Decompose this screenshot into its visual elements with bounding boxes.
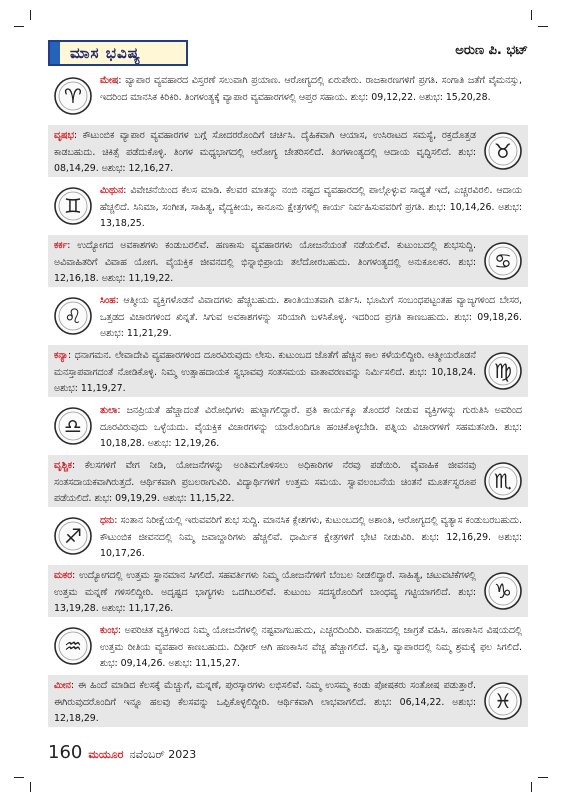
page-number: 160 xyxy=(48,742,83,763)
horoscope-entry xyxy=(48,620,528,672)
sign-separator: : xyxy=(73,130,83,141)
horoscope-entry xyxy=(48,235,528,287)
section-title-box xyxy=(48,40,188,66)
horoscope-text xyxy=(54,678,476,728)
sign-separator: : xyxy=(72,570,80,581)
horoscope-text xyxy=(54,128,476,178)
horoscope-text xyxy=(100,73,522,106)
crop-mark xyxy=(14,777,24,778)
svg-text:♍: ♍ xyxy=(494,359,512,383)
sign-separator: : xyxy=(118,75,126,86)
horoscope-text xyxy=(54,568,476,618)
page-footer xyxy=(48,742,196,763)
sign-separator: : xyxy=(114,515,121,526)
sign-prediction: ವ್ಯಾಪಾರ ವ್ಯವಹಾರದ ವಿಸ್ತರಣೆ ಸಲುವಾಗಿ ಪ್ರಯಾಣ. ಆರೋಗ್ಯದಲ್ಲಿ ಏರುಪೇರು. ರಾಜಕಾರಣಗಳಿಗೆ ಪ್ರಗತಿ. ಸಂಗಾತಿ ಜತೆಗೆ ವೈಮನಸ್ಸು, ಇದರಿಂದ ಮಾನಸಿಕ ಕಿರಿಕಿರಿ. ತಿಂಗಳಂತ್ಯಕ್ಕೆ ವ್ಯಾಪಾರ ವ್ಯವಹಾರಗಳಲ್ಲಿ ಆಪ್ತರ ಸಹಾಯ. ಶುಭ: 09,12,22. ಅಶುಭ: 15,20,28. xyxy=(100,75,523,103)
horoscope-entry xyxy=(48,400,528,452)
sign-prediction: ಧನಾಗಮನ. ಲೇವಾದೇವಿ ವ್ಯವಹಾರಗಳಿಂದ ದೂರವಿರುವುದು ಲೇಸು. ಕುಟುಂಬದ ಜೊತೆಗೆ ಹೆಚ್ಚಿನ ಕಾಲ ಕಳೆಯಲಿದ್ದೀರಿ. ಆತ್ಮೀಯರೊಡನೆ ಮನಸ್ತಾಪವಾಗದಂತೆ ನೋಡಿಕೊಳ್ಳಿ. ನಿಮ್ಮ ಉತ್ಸಾಹದಾಯಕ ಸ್ವಭಾವವು ಸಂತಸಮಯ ವಾತಾವರಣವನ್ನು ನಿರ್ಮಿಸಲಿದೆ. ಶುಭ: 10,18,24. ಅಶುಭ: 11,19,27. xyxy=(54,350,476,394)
horoscope-entry xyxy=(48,290,528,342)
horoscope-text xyxy=(100,403,522,453)
bull-icon xyxy=(482,130,524,172)
sign-name: ಕನ್ಯಾ xyxy=(54,350,69,361)
svg-text:♈: ♈ xyxy=(64,84,82,108)
svg-text:♐: ♐ xyxy=(64,524,82,548)
sign-name: ವೃಷಭ xyxy=(54,130,74,141)
sign-prediction: ವಿವೇಚನೆಯಿಂದ ಕೆಲಸ ಮಾಡಿ. ಕೆಲವರ ಮಾತನ್ನು ನಂಬಿ ನಷ್ಟದ ವ್ಯವಹಾರದಲ್ಲಿ ಪಾಲ್ಗೊಳ್ಳುವ ಸಾಧ್ಯತೆ ಇದೆ, ಎಚ್ಚರವಿರಲಿ. ಆದಾಯ ಹೆಚ್ಚಲಿದೆ. ಸಿನಿಮಾ, ಸಂಗೀತ, ಸಾಹಿತ್ಯ, ವೈದ್ಯಕೀಯ, ಕಾನೂನು ಕ್ಷೇತ್ರಗಳಲ್ಲಿ ಕಾರ್ಯ ನಿರ್ವಹಿಸುವವರಿಗೆ ಪ್ರಗತಿ. ಶುಭ: 10,14,26. ಅಶುಭ: 13,18,25. xyxy=(100,185,523,229)
sign-name: ಕುಂಭ xyxy=(100,625,118,636)
horoscope-entry xyxy=(48,345,528,397)
svg-text:♑: ♑ xyxy=(494,579,512,603)
sign-prediction: ಸಂತಾನ ನಿರೀಕ್ಷೆಯಲ್ಲಿ ಇರುವವರಿಗೆ ಶುಭ ಸುದ್ದಿ. ಮಾನಸಿಕ ಕ್ಲೇಶಗಳು, ಕುಟುಂಬದಲ್ಲಿ ಅಶಾಂತಿ, ಆರೋಗ್ಯದಲ್ಲಿ ವ್ಯತ್ಯಾಸ ಕಂಡುಬರಬಹುದು. ಕೌಟುಂಬಿಕ ಜೀವನದಲ್ಲಿ ನಿಮ್ಮ ಜವಾಬ್ದಾರಿಗಳು ಹೆಚ್ಚಲಿವೆ. ಧಾರ್ಮಿಕ ಕ್ಷೇತ್ರಗಳಿಗೆ ಭೇಟಿ ನೀಡುವಿರಿ. ಶುಭ: 12,16,29. ಅಶುಭ: 10,17,26. xyxy=(100,515,523,559)
sign-separator: : xyxy=(117,625,125,636)
sign-name: ಕರ್ಕ xyxy=(54,240,68,251)
svg-text:♉: ♉ xyxy=(494,139,512,163)
svg-text:♏: ♏ xyxy=(494,469,512,493)
svg-text:♊: ♊ xyxy=(64,194,82,218)
sign-separator: : xyxy=(123,185,131,196)
twins-icon xyxy=(52,185,94,227)
horoscope-entry xyxy=(48,180,528,232)
water-pot-icon xyxy=(52,625,94,667)
sign-prediction: ಆತ್ಮೀಯ ವ್ಯಕ್ತಿಗಳೊಡನೆ ವಿವಾದಗಳು ಹೆಚ್ಚಬಹುದು. ಶಾಂತಿಯುತವಾಗಿ ವರ್ತಿಸಿ. ಭೂಮಿಗೆ ಸಂಬಂಧಪಟ್ಟಂತಹ ವ್ಯಾಜ್ಯಗಳಿಂದ ಬೇಸರ, ಒತ್ತಡದ ವಿಚಾರಗಳಿಂದ ಖಿನ್ನತೆ. ಸಿಗುವ ಅವಕಾಶಗಳನ್ನು ಸರಿಯಾಗಿ ಬಳಸಿಕೊಳ್ಳಿ. ಇದರಿಂದ ಪ್ರಗತಿ ಕಾಣಬಹುದು. ಶುಭ: 09,18,26. ಅಶುಭ: 11,21,29. xyxy=(100,295,522,339)
svg-text:♌: ♌ xyxy=(64,304,82,328)
crop-mark xyxy=(14,26,24,27)
horoscope-text xyxy=(54,238,476,288)
crop-mark xyxy=(538,777,548,778)
sign-separator: : xyxy=(117,405,127,416)
sign-prediction: ಕೆಲಸಗಳಿಗೆ ವೇಗ ನೀಡಿ, ಯೋಜನೆಗಳನ್ನು ಅಂತಿಮಗೊಳಿಸಲು ಅಧಿಕಾರಿಗಳ ನೆರವು ಪಡೆಯಿರಿ. ವೈವಾಹಿಕ ಜೀವನವು ಸಂತಸದಾಯಕವಾಗಿರುತ್ತದೆ. ಆರ್ಥಿಕವಾಗಿ ಪ್ರಬಲರಾಗುವಿರಿ. ವಿದ್ಯಾರ್ಥಿಗಳಿಗೆ ಉತ್ತಮ ಸಮಯ. ಸ್ವಾವಲಂಬನೆಯ ಚಿಂತನೆ ಮೂರ್ತಸ್ವರೂಪ ಪಡೆಯಲಿದೆ. ಶುಭ: 09,19,29. ಅಶುಭ: 11,15,22. xyxy=(54,460,477,504)
scales-icon xyxy=(52,405,94,447)
archer-icon xyxy=(52,515,94,557)
horoscope-entry xyxy=(48,565,528,617)
sign-name: ವೃಶ್ಚಿಕ xyxy=(54,460,73,471)
issue-month: ನವೆಂಬರ್ 2023 xyxy=(129,748,197,761)
crocodile-icon xyxy=(482,570,524,612)
horoscope-text xyxy=(100,293,522,343)
sign-prediction: ಈ ಹಿಂದೆ ಮಾಡಿದ ಕೆಲಸಕ್ಕೆ ಮೆಚ್ಚುಗೆ, ಮನ್ನಣೆ, ಪುರಸ್ಕಾರಗಳು ಲಭಿಸಲಿವೆ. ನಿಮ್ಮ ಉಸಮ್ಮ ಕಂಡು ಪೋಷಕರು ಸಂತೋಷ ಪಡುತ್ತಾರೆ. ಈಗಿರುವುದರೊಂದಿಗೆ ಇನ್ನೂ ಹಲವು ಕೆಲಸವನ್ನು ಒಪ್ಪಿಕೊಳ್ಳಲಿದ್ದೀರಿ. ಆರ್ಥಿಕವಾಗಿ ಲಾಭವಾಗಲಿದೆ. ಶುಭ: 06,14,22. ಅಶುಭ: 12,18,29. xyxy=(54,680,476,724)
scorpion-icon xyxy=(482,460,524,502)
horoscope-text xyxy=(54,458,476,508)
crab-icon xyxy=(482,240,524,282)
sign-name: ಸಿಂಹ xyxy=(100,295,116,306)
sign-separator: : xyxy=(115,295,124,306)
horoscope-text xyxy=(100,513,522,563)
horoscope-text xyxy=(100,623,522,673)
fish-icon xyxy=(482,680,524,722)
sign-name: ಮೀನ xyxy=(54,680,71,691)
maiden-icon xyxy=(482,350,524,392)
sign-prediction: ಉದ್ಯೋಗದಲ್ಲಿ ಉತ್ತಮ ಸ್ಥಾನಮಾನ ಸಿಗಲಿದೆ. ಸಹವರ್ತಿಗಳು ನಿಮ್ಮ ಯೋಜನೆಗಳಿಗೆ ಬೆಂಬಲ ನೀಡಲಿದ್ದಾರೆ. ಸಾಹಿತ್ಯ, ಚಟುವಟಿಕೆಗಳಲ್ಲಿ ಉತ್ತಮ ಮನ್ನಣೆ ಗಳಿಸಲಿದ್ದೀರಿ. ಅದೃಷ್ಟದ ಭಾಗ್ಯಗಳು ಒದಗಿಬರಲಿವೆ. ಕುಟುಂಬ ಸದಸ್ಯರೊಂದಿಗೆ ಬಾಂಧವ್ಯ ಗಟ್ಟಿಯಾಗಲಿದೆ. ಶುಭ: 13,19,28. ಅಶುಭ: 11,17,26. xyxy=(54,570,476,614)
horoscope-entry xyxy=(48,675,528,727)
crop-mark xyxy=(531,782,532,792)
sign-prediction: ಕೌಟುಂಬಿಕ ವ್ಯಾಪಾರ ವ್ಯವಹಾರಗಳ ಬಗ್ಗೆ ಸೋದರರೊಂದಿಗೆ ಚರ್ಚಿಸಿ. ದೈಹಿಕವಾಗಿ ಆಯಾಸ, ಉಸಿರಾಟದ ಸಮಸ್ಯೆ, ರಕ್ತದೊತ್ತಡ ಕಾಡಬಹುದು. ಚಿಕಿತ್ಸೆ ಪಡೆದುಕೊಳ್ಳಿ. ತಿಂಗಳ ಮಧ್ಯಭಾಗದಲ್ಲಿ ಆರೋಗ್ಯ ಚೇತರಿಸಲಿದೆ. ತಿಂಗಳಾಂತ್ಯದಲ್ಲಿ ಆದಾಯ ವೃದ್ಧಿಸಲಿದೆ. ಶುಭ: 08,14,29. ಅಶುಭ: 12,16,27. xyxy=(54,130,477,174)
sign-name: ಧನು xyxy=(100,515,115,526)
horoscope-entry xyxy=(48,455,528,507)
sign-separator: : xyxy=(72,460,85,471)
svg-text:♋: ♋ xyxy=(494,249,512,273)
horoscope-text xyxy=(54,348,476,398)
horoscope-entry xyxy=(48,70,528,122)
crop-mark xyxy=(30,10,31,20)
sign-name: ತುಲಾ xyxy=(100,405,118,416)
sign-prediction: ಜನಪ್ರಿಯತೆ ಹೆಚ್ಚಾದಂತೆ ವಿರೋಧಿಗಳು ಹುಟ್ಟಾಗಲಿದ್ದಾರೆ. ಪ್ರತಿ ಕಾರ್ಯಕ್ಕೂ ತೊಂದರೆ ನೀಡುವ ವ್ಯಕ್ತಿಗಳನ್ನು ಗುರುತಿಸಿ ಅವರಿಂದ ದೂರವಿರುವುದು ಒಳ್ಳೆಯದು. ವೈಯಕ್ತಿಕ ವಿಚಾರಗಳನ್ನು ಯಾರೊಂದಿಗೂ ಹಂಚಿಕೊಳ್ಳಬೇಡಿ. ಪತ್ನಿಯ ವಿಚಾರಗಳಿಗೆ ಸಹಮತನೀಡಿ. ಶುಭ: 10,18,28. ಅಶುಭ: 12,19,26. xyxy=(100,405,522,449)
crop-mark xyxy=(538,26,548,27)
svg-text:♒: ♒ xyxy=(64,634,82,658)
lion-icon xyxy=(52,295,94,337)
author-name: ಅರುಣ ಪಿ. ಭಟ್ xyxy=(455,43,528,58)
sign-prediction: ಅಪರಿಚಿತ ವ್ಯಕ್ತಿಗಳಿಂದ ನಿಮ್ಮ ಯೋಜನೆಗಳಲ್ಲಿ ನಷ್ಟವಾಗಬಹುದು, ಎಚ್ಚರದಿಂದಿರಿ. ವಾಹನದಲ್ಲಿ ಜಾಗ್ರತೆ ವಹಿಸಿ. ಹಣಕಾಸಿನ ವಿಷಯದಲ್ಲಿ ಉತ್ತಮ ರೀತಿಯ ವ್ಯವಹಾರ ಕಾಣಬಹುದು. ದಿಢೀರ್ ಆಗಿ ಹಣಕಾಸಿನ ವೆಚ್ಚ ಹೆಚ್ಚಾಗಲಿದೆ. ವೃತ್ತಿ, ವ್ಯಾಪಾರದಲ್ಲಿ ನಿಮ್ಮ ಶ್ರಮಕ್ಕೆ ಫಲ ಸಿಗಲಿದೆ. ಶುಭ: 09,14,26. ಅಶುಭ: 11,15,27. xyxy=(100,625,522,669)
svg-text:♓: ♓ xyxy=(494,689,512,713)
sign-separator: : xyxy=(67,240,78,251)
crop-mark xyxy=(30,782,31,792)
sign-name: ಮೇಷ xyxy=(100,75,119,86)
horoscope-entry xyxy=(48,510,528,562)
ram-icon xyxy=(52,75,94,117)
title-accent-stripe xyxy=(50,42,60,64)
crop-mark xyxy=(531,10,532,20)
horoscope-entry xyxy=(48,125,528,177)
svg-text:♎: ♎ xyxy=(64,414,82,438)
magazine-name: ಮಯೂರ xyxy=(88,748,124,761)
sign-name: ಮಿಥುನ xyxy=(100,185,124,196)
sign-separator: : xyxy=(68,350,75,361)
horoscope-text xyxy=(100,183,522,233)
page-header xyxy=(48,40,528,66)
page-title: ಮಾಸ ಭವಿಷ್ಯ xyxy=(70,44,141,62)
sign-separator: : xyxy=(70,680,79,691)
sign-prediction: ಉದ್ಯೋಗದ ಅವಕಾಶಗಳು ಕಂಡುಬರಲಿವೆ. ಹಣಕಾಸು ವ್ಯವಹಾರಗಳು ಯೋಜನೆಯಂತೆ ನಡೆಯಲಿವೆ. ಕುಟುಂಬದಲ್ಲಿ ಶುಭಸುದ್ದಿ. ಅವಿವಾಹಿತರಿಗೆ ವಿವಾಹ ಯೋಗ. ವೈಯಕ್ತಿಕ ಜೀವನದಲ್ಲಿ ಭಿನ್ನಾಭಿಪ್ರಾಯ ತಲೆದೋರಬಹುದು. ತಿಂಗಳಂತ್ಯದಲ್ಲಿ ಅನುಕೂಲಕರ. ಶುಭ: 12,16,18. ಅಶುಭ: 11,19,22. xyxy=(54,240,477,284)
sign-name: ಮಕರ xyxy=(54,570,73,581)
